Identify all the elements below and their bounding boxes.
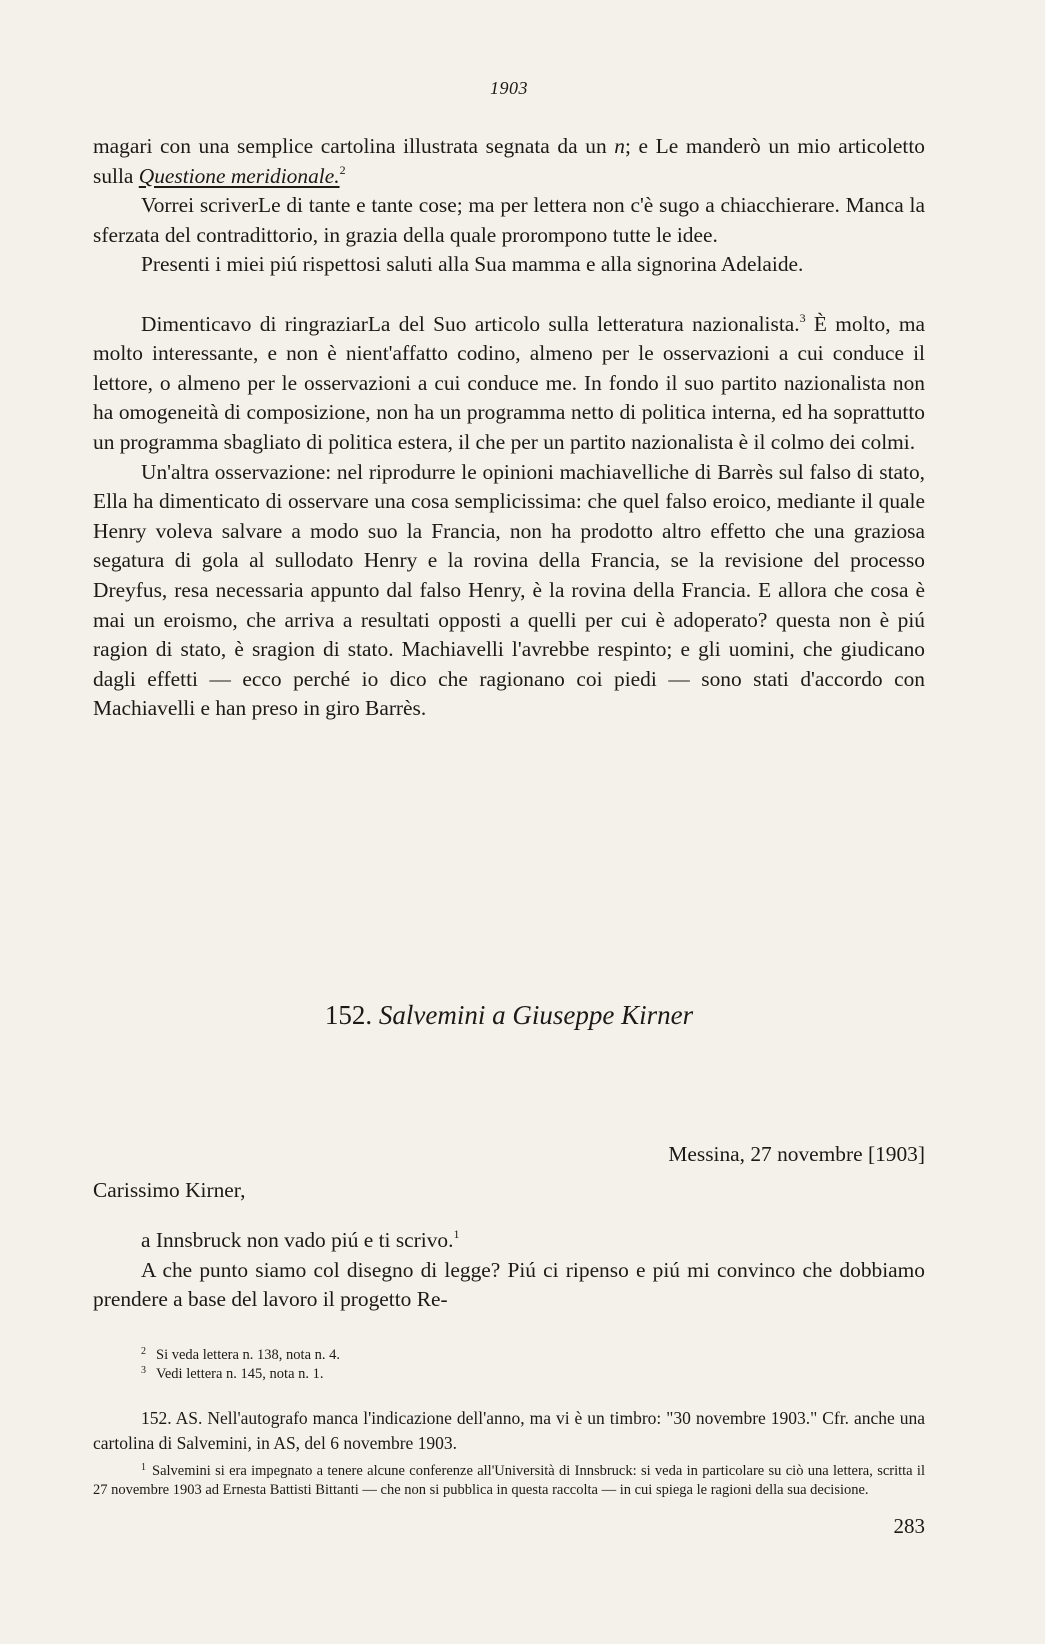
- place-date: Messina, 27 novembre [1903]: [668, 1142, 925, 1166]
- footnote-ref: 1: [453, 1227, 460, 1241]
- body-text: [93, 132, 925, 724]
- paragraph-1: [93, 132, 925, 191]
- text-span: ; e Le manderò un mio articoletto sulla: [93, 134, 925, 188]
- footnote-ref: 2: [339, 162, 346, 177]
- text-span: Dimenticavo di ringraziarLa del Suo articolo sulla letteratura nazionalista.: [141, 311, 800, 336]
- letter-heading: [93, 1000, 925, 1031]
- letter-body: [93, 1226, 925, 1315]
- letter-paragraph-1: [93, 1226, 925, 1256]
- footnote-mark: 2: [141, 1346, 146, 1357]
- italic-n: n: [614, 134, 625, 158]
- paragraph-2: Vorrei scriverLe di tante e tante cose; ma per lettera non c'è sugo a chiacchierare. Manca la sferzata del contradittorio, in grazia della quale prorompono tutte le idee.: [93, 193, 925, 247]
- page-number: 283: [893, 1514, 925, 1538]
- letter-footnote-paragraph: [93, 1462, 925, 1500]
- footnote: [93, 1365, 925, 1384]
- text-span: magari con una semplice cartolina illustrata segnata da un: [93, 134, 615, 158]
- book-page: [93, 70, 925, 1630]
- letter-title: Salvemini a Giuseppe Kirner: [378, 1000, 694, 1030]
- footnote-ref: 3: [799, 310, 806, 325]
- salutation: Carissimo Kirner,: [93, 1178, 246, 1202]
- footnote-text: Vedi lettera n. 145, nota n. 1.: [156, 1366, 324, 1382]
- source-note-text: 152. AS. Nell'autografo manca l'indicazione dell'anno, ma vi è un timbro: "30 novembre 1903." Cfr. anche una cartolina di Salvemini, in AS, del 6 novembre 1903.: [93, 1408, 925, 1453]
- paragraph-5: Un'altra osservazione: nel riprodurre le opinioni machiavelliche di Barrès sul falso di stato, Ella ha dimenticato di osservare una cosa semplicissima: che quel falso eroico, mediante il quale Henry voleva salvare a modo suo la Francia, non ha prodotto altro effetto che una graziosa segatura di gola al sullodato Henry e la rovina della Francia, se la revisione del processo Dreyfus, resa necessaria appunto dal falso Henry, è la rovina della Francia. E allora che cosa è mai un eroismo, che arriva a resultati opposti a quelli per cui è adoperato? questa non è piú ragion di stato, è sragion di stato. Machiavelli l'avrebbe respinto; e gli uomini, che giudicano dagli effetti — ecco perché io dico che ragionano coi piedi — sono stati d'accordo con Machiavelli e han preso in giro Barrès.: [93, 459, 925, 721]
- text-span: È molto, ma molto interessante, e non è nient'affatto codino, almeno per le osservazioni a cui conduce il lettore, o almeno per le osservazioni a cui conduce me. In fondo il suo partito nazionalista non ha omogeneità di composizione, non ha un programma netto di politica interna, ed ha soprattutto un programma sbagliato di politica estera, il che per un partito nazionalista è il colmo dei colmi.: [93, 311, 925, 454]
- letter-paragraph-2: A che punto siamo col disegno di legge? Piú ci ripenso e piú mi convinco che dobbiamo prendere a base del lavoro il progetto Re-: [93, 1257, 925, 1312]
- footnote-mark: 1: [141, 1462, 146, 1473]
- text-span: a Innsbruck non vado piú e ti scrivo.: [141, 1228, 454, 1252]
- paragraph-3: Presenti i miei piú rispettosi saluti alla Sua mamma e alla signorina Adelaide.: [141, 252, 804, 277]
- letter-number: 152.: [324, 1000, 373, 1030]
- running-head: 1903: [490, 78, 528, 98]
- letter-footnote: [93, 1462, 925, 1500]
- article-title: Questione meridionale.: [138, 163, 340, 188]
- footnote-text: Si veda lettera n. 138, nota n. 4.: [156, 1347, 341, 1363]
- paragraph-4: [93, 310, 925, 458]
- footnote-text: Salvemini si era impegnato a tenere alcune conferenze all'Università di Innsbruck: si veda in particolare su ciò una lettera, scritta il 27 novembre 1903 ad Ernesta Battisti Bittanti — che non si pubblica in questa raccolta — in cui spiega le ragioni della sua decisione.: [93, 1463, 925, 1498]
- footnote: [93, 1346, 925, 1365]
- source-note: [93, 1406, 925, 1456]
- footnotes: [93, 1346, 925, 1384]
- footnote-mark: 3: [141, 1365, 146, 1376]
